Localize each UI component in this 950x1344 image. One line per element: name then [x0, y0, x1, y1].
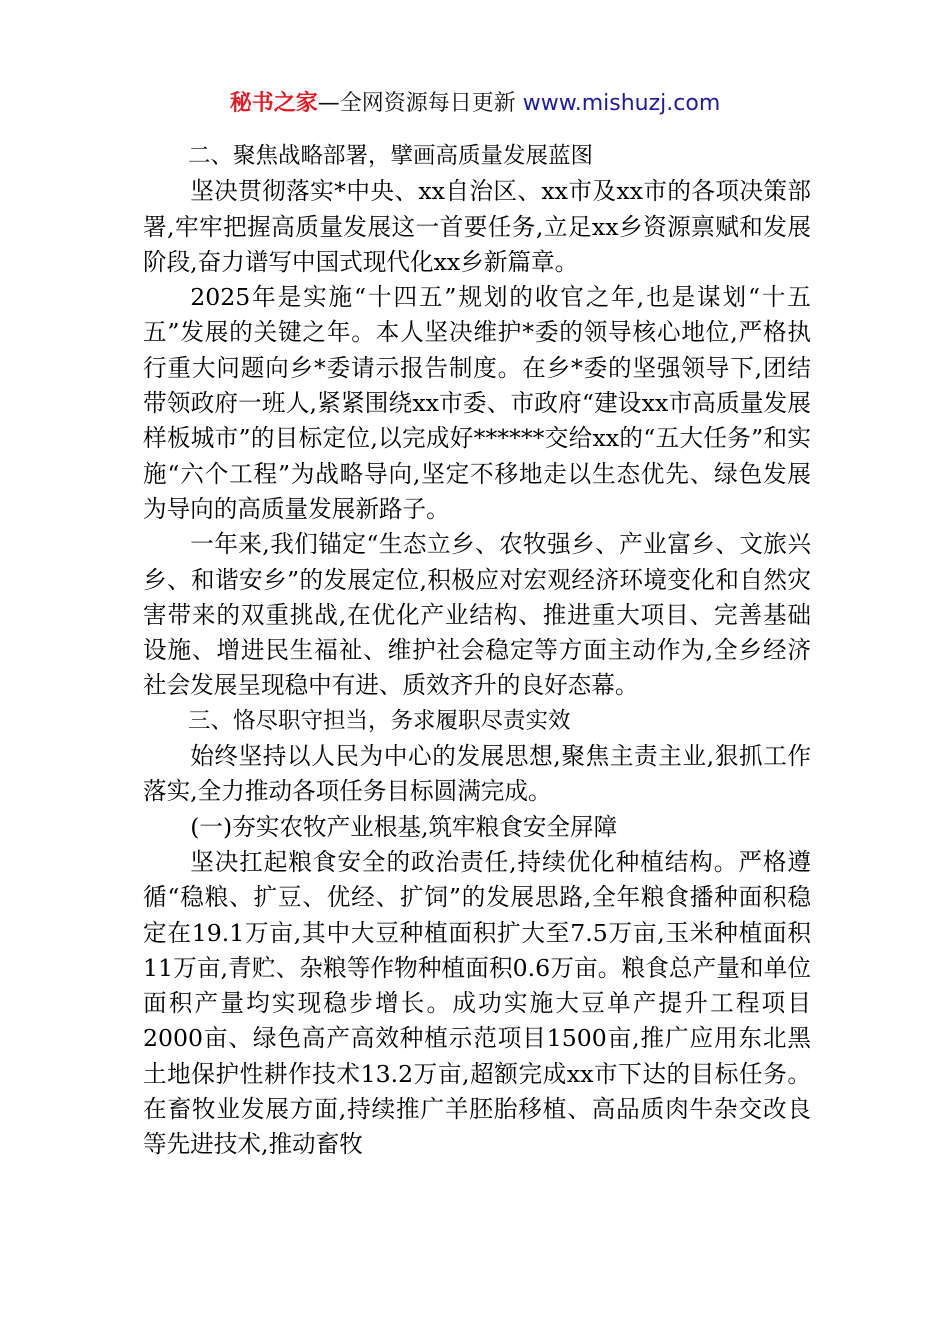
- site-header: [0, 88, 950, 120]
- body-paragraph: 2025年是实施“十四五”规划的收官之年,也是谋划“十五五”发展的关键之年。本人坚决维护*委的领导核心地位,严格执行重大问题向乡*委请示报告制度。在乡*委的坚强领导下,团结带领政府一班人,紧紧围绕xx市委、市政府“建设xx市高质量发展样板城市”的目标定位,以完成好******交给xx的“五大任务”和实施“六个工程”为战略导向,坚定不移地走以生态优先、绿色发展为导向的高质量发展新路子。: [143, 283, 811, 523]
- document-body: [143, 139, 811, 1163]
- body-paragraph: 坚决贯彻落实*中央、xx自治区、xx市及xx市的各项决策部署,牢牢把握高质量发展这一首要任务,立足xx乡资源禀赋和发展阶段,奋力谱写中国式现代化xx乡新篇章。: [143, 177, 811, 276]
- section-heading-2: 二、聚焦战略部署，擘画高质量发展蓝图: [188, 143, 594, 169]
- body-paragraph: 坚决扛起粮食安全的政治责任,持续优化种植结构。严格遵循“稳粮、扩豆、优经、扩饲”的发展思路,全年粮食播种面积稳定在19.1万亩,其中大豆种植面积扩大至7.5万亩,玉米种植面积11万亩,青贮、杂粮等作物种植面积0.6万亩。粮食总产量和单位面积产量均实现稳步增长。成功实施大豆单产提升工程项目2000亩、绿色高产高效种植示范项目1500亩,推广应用东北黑土地保护性耕作技术13.2万亩,超额完成xx市下达的目标任务。在畜牧业发展方面,持续推广羊胚胎移植、高品质肉牛杂交改良等先进技术,推动畜牧: [143, 847, 811, 1159]
- body-paragraph: 一年来,我们锚定“生态立乡、农牧强乡、产业富乡、文旅兴乡、和谐安乡”的发展定位,积极应对宏观经济环境变化和自然灾害带来的双重挑战,在优化产业结构、推进重大项目、完善基础设施、增进民生福祉、维护社会稳定等方面主动作为,全乡经济社会发展呈现稳中有进、质效齐升的良好态幕。: [143, 530, 811, 700]
- section-heading-3: 三、恪尽职守担当，务求履职尽责实效: [188, 707, 571, 734]
- site-url-link[interactable]: www.mishuzj.com: [522, 91, 721, 116]
- subsection-heading-1: (一)夯实农牧产业根基,筑牢粮食安全屏障: [190, 812, 618, 841]
- body-paragraph: 始终坚持以人民为中心的发展思想,聚焦主责主业,狠抓工作落实,全力推动各项任务目标圆满完成。: [143, 742, 811, 806]
- header-tagline: —全网资源每日更新: [317, 91, 516, 116]
- brand-name: 秘书之家: [229, 91, 318, 116]
